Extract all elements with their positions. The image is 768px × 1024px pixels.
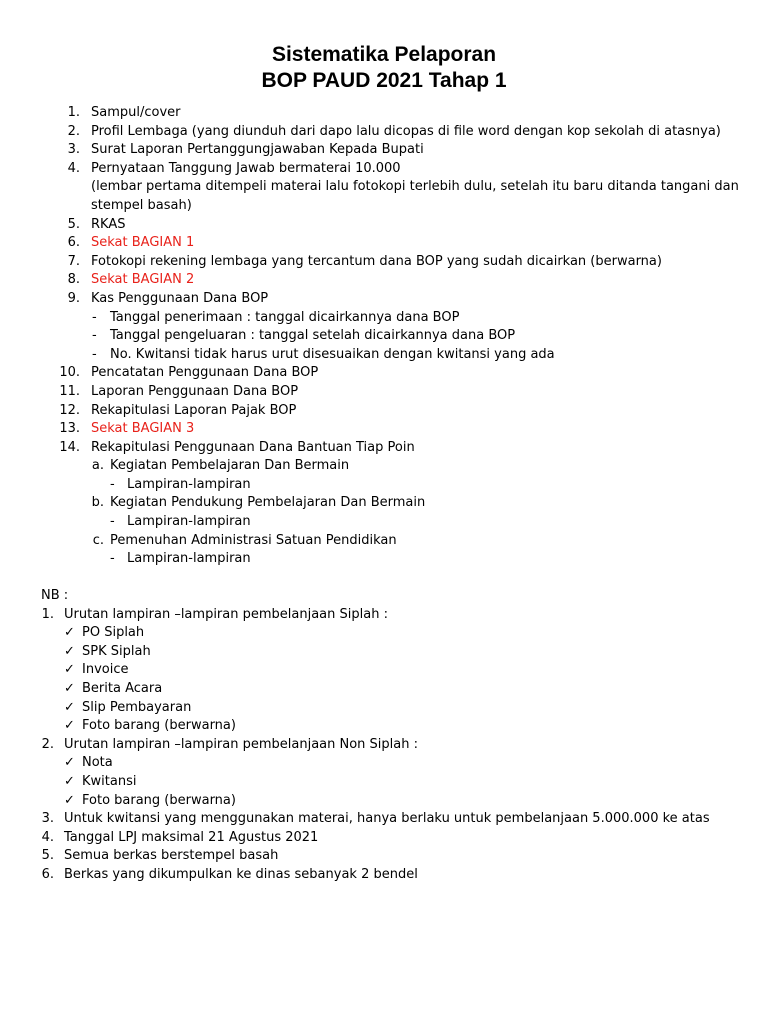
list-item — [0, 123, 768, 142]
item-number: 7. — [67, 253, 80, 269]
item-text: (lembar pertama ditempeli materai lalu fotokopi terlebih dulu, setelah itu baru ditanda tangani dan — [91, 179, 739, 195]
list-item — [0, 253, 768, 272]
note-item — [0, 829, 768, 848]
note-text: Foto barang (berwarna) — [82, 792, 236, 808]
title-line-2: BOP PAUD 2021 Tahap 1 — [261, 69, 507, 92]
checklist-item — [0, 773, 768, 792]
sub-list-item — [0, 532, 768, 551]
item-number: 12. — [59, 402, 80, 418]
checklist-item — [0, 754, 768, 773]
item-number: 9. — [67, 290, 80, 306]
note-text: SPK Siplah — [82, 643, 151, 659]
item-number: 1. — [67, 105, 80, 120]
item-text: Sekat BAGIAN 2 — [91, 272, 195, 288]
item-number: 11. — [59, 383, 80, 399]
list-item — [0, 420, 768, 439]
note-text: Foto barang (berwarna) — [82, 718, 236, 734]
note-item — [0, 810, 768, 829]
checklist-item — [0, 792, 768, 811]
list-item — [0, 364, 768, 383]
check-icon: ✓ — [64, 773, 75, 789]
note-text: Tanggal LPJ maksimal 21 Agustus 2021 — [64, 829, 319, 845]
list-item — [0, 234, 768, 253]
note-item — [0, 866, 768, 885]
item-text: Pemenuhan Administrasi Satuan Pendidikan — [110, 532, 397, 548]
item-text: Surat Laporan Pertanggungjawaban Kepada Bupati — [91, 142, 424, 158]
list-item — [0, 290, 768, 309]
list-item — [0, 216, 768, 235]
checklist-item — [0, 680, 768, 699]
item-text: Lampiran-lampiran — [127, 514, 251, 530]
list-item — [0, 439, 768, 458]
item-text: Kegiatan Pendukung Pembelajaran Dan Bermain — [110, 495, 426, 511]
note-number: 2. — [41, 736, 54, 752]
dash-bullet: - — [92, 328, 97, 344]
check-icon: ✓ — [64, 662, 75, 678]
sub-list-item — [0, 476, 768, 495]
checklist-item — [0, 661, 768, 680]
item-text: Sekat BAGIAN 1 — [91, 235, 195, 251]
note-text: Semua berkas berstempel basah — [64, 848, 279, 864]
item-text: Tanggal penerimaan : tanggal dicairkannya dana BOP — [110, 309, 460, 325]
check-icon: ✓ — [64, 625, 75, 641]
item-number: 10. — [59, 365, 80, 381]
item-number: 2. — [67, 123, 80, 139]
notes-list — [0, 606, 768, 885]
dash-bullet: - — [92, 346, 97, 362]
list-item-continuation — [0, 178, 768, 197]
checklist-item — [0, 699, 768, 718]
item-number: 5. — [67, 216, 80, 232]
item-text: Rekapitulasi Penggunaan Dana Bantuan Tiap Poin — [91, 439, 415, 455]
note-text: Slip Pembayaran — [82, 699, 192, 715]
check-icon: ✓ — [64, 680, 75, 696]
checklist-item — [0, 624, 768, 643]
note-number: 4. — [41, 829, 54, 845]
check-icon: ✓ — [64, 718, 75, 734]
check-icon: ✓ — [64, 792, 75, 808]
item-text: Pencatatan Penggunaan Dana BOP — [91, 365, 319, 381]
note-number: 5. — [41, 848, 54, 864]
dash-bullet: - — [110, 476, 115, 492]
note-text: Berkas yang dikumpulkan ke dinas sebanyak 2 bendel — [64, 866, 418, 882]
item-number: c. — [92, 532, 104, 548]
checklist-item — [0, 717, 768, 736]
item-number: 14. — [59, 439, 80, 455]
item-text: Lampiran-lampiran — [127, 551, 251, 567]
sub-list-item — [0, 513, 768, 532]
item-text: Pernyataan Tanggung Jawab bermaterai 10.000 — [91, 160, 401, 176]
item-number: 8. — [67, 272, 80, 288]
item-number: 6. — [67, 235, 80, 251]
item-text: Sampul/cover — [91, 105, 181, 120]
item-text: Rekapitulasi Laporan Pajak BOP — [91, 402, 297, 418]
item-number: 3. — [67, 142, 80, 158]
note-text: Nota — [82, 755, 113, 771]
notes-label: NB : — [41, 588, 69, 603]
item-text: Profil Lembaga (yang diunduh dari dapo lalu dicopas di file word dengan kop sekolah di atasnya) — [91, 123, 721, 139]
list-item — [0, 402, 768, 421]
item-number: a. — [91, 458, 104, 474]
item-text: RKAS — [91, 216, 126, 232]
note-text: Urutan lampiran –lampiran pembelanjaan Siplah : — [64, 606, 388, 622]
report-structure-list — [0, 104, 768, 569]
item-text: Fotokopi rekening lembaga yang tercantum dana BOP yang sudah dicairkan (berwarna) — [91, 253, 662, 269]
title-line-1: Sistematika Pelaporan — [271, 43, 497, 66]
note-item — [0, 606, 768, 625]
checklist-item — [0, 643, 768, 662]
item-number: b. — [91, 495, 104, 511]
note-text: Untuk kwitansi yang menggunakan materai, hanya berlaku untuk pembelanjaan 5.000.000 ke atas — [64, 811, 710, 827]
list-item — [0, 383, 768, 402]
note-text: Invoice — [82, 662, 129, 678]
list-item — [0, 160, 768, 179]
note-number: 6. — [41, 866, 54, 882]
check-icon: ✓ — [64, 643, 75, 659]
list-item-continuation — [0, 197, 768, 216]
sub-list-item — [0, 327, 768, 346]
check-icon: ✓ — [64, 699, 75, 715]
item-text: Lampiran-lampiran — [127, 476, 251, 492]
check-icon: ✓ — [64, 755, 75, 771]
item-text: stempel basah) — [91, 197, 192, 213]
item-text: Kegiatan Pembelajaran Dan Bermain — [110, 458, 350, 474]
item-number: 13. — [59, 421, 80, 437]
list-item — [0, 141, 768, 160]
sub-list-item — [0, 309, 768, 328]
sub-list-item — [0, 550, 768, 569]
note-number: 3. — [41, 811, 54, 827]
note-item — [0, 847, 768, 866]
dash-bullet: - — [110, 514, 115, 530]
note-text: Berita Acara — [82, 680, 163, 696]
dash-bullet: - — [110, 551, 115, 567]
note-text: Kwitansi — [82, 773, 137, 789]
list-item — [0, 271, 768, 290]
list-item — [0, 104, 768, 123]
note-text: Urutan lampiran –lampiran pembelanjaan Non Siplah : — [64, 736, 419, 752]
sub-list-item — [0, 494, 768, 513]
item-number: 4. — [67, 160, 80, 176]
note-text: PO Siplah — [82, 625, 145, 641]
item-text: No. Kwitansi tidak harus urut disesuaikan dengan kwitansi yang ada — [110, 346, 555, 362]
note-item — [0, 736, 768, 755]
note-number: 1. — [41, 606, 54, 622]
sub-list-item — [0, 457, 768, 476]
dash-bullet: - — [92, 309, 97, 325]
item-text: Kas Penggunaan Dana BOP — [91, 290, 269, 306]
item-text: Tanggal pengeluaran : tanggal setelah dicairkannya dana BOP — [110, 328, 516, 344]
item-text: Laporan Penggunaan Dana BOP — [91, 383, 299, 399]
sub-list-item — [0, 346, 768, 365]
item-text: Sekat BAGIAN 3 — [91, 421, 195, 437]
document-title — [0, 42, 768, 94]
